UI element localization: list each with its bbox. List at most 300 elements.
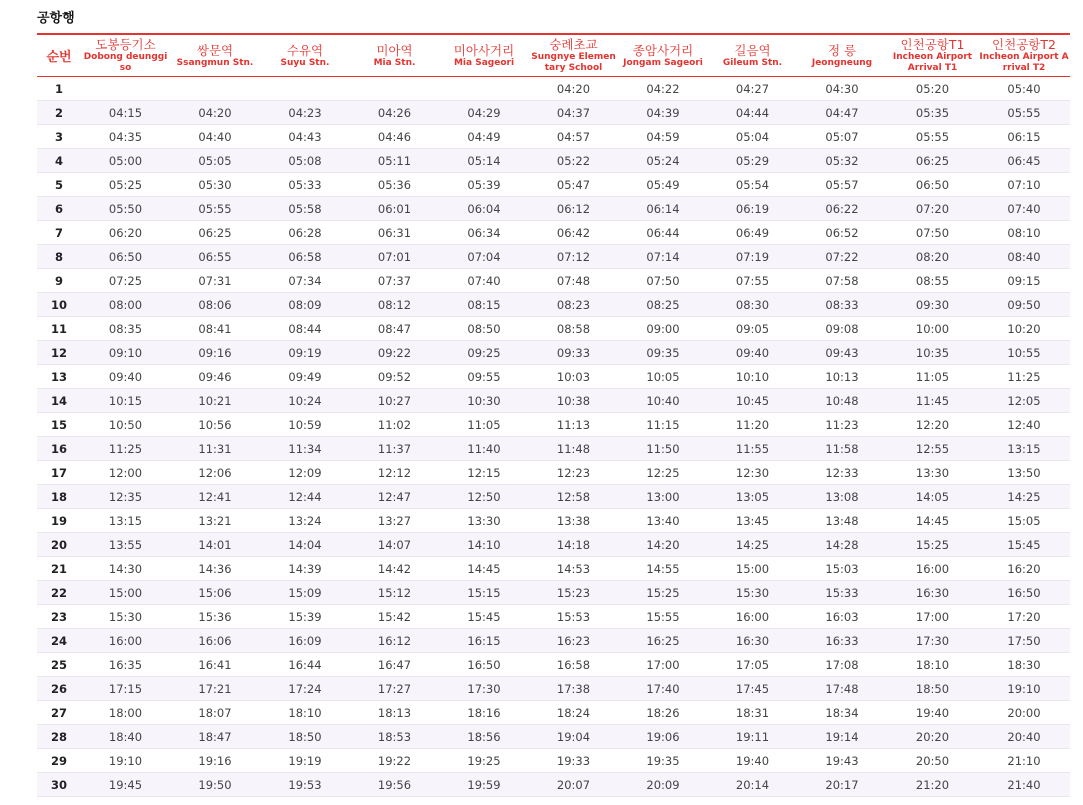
departure-time: 08:33: [797, 293, 887, 317]
departure-time: 07:14: [618, 245, 708, 269]
departure-time: 06:55: [170, 245, 260, 269]
departure-time: 13:55: [81, 533, 170, 557]
table-row: [37, 413, 1070, 437]
departure-time: [170, 77, 260, 101]
stop-name-korean: 수유역: [286, 42, 324, 58]
departure-time: 06:52: [797, 221, 887, 245]
departure-time: 12:00: [81, 461, 170, 485]
departure-time: 06:50: [887, 173, 978, 197]
departure-time: 05:50: [81, 197, 170, 221]
departure-time: 14:45: [439, 557, 529, 581]
departure-time: 05:33: [260, 173, 350, 197]
departure-time: 09:40: [708, 341, 797, 365]
departure-time: 18:31: [708, 701, 797, 725]
table-row: [37, 533, 1070, 557]
departure-time: 05:22: [529, 149, 618, 173]
departure-time: 18:10: [260, 701, 350, 725]
departure-time: 07:34: [260, 269, 350, 293]
column-header-stop: [260, 34, 350, 77]
departure-time: 17:30: [439, 677, 529, 701]
departure-time: 15:00: [81, 581, 170, 605]
departure-time: 10:27: [350, 389, 439, 413]
departure-time: 13:30: [439, 509, 529, 533]
departure-time: 21:20: [887, 773, 978, 797]
stop-name-english: Jeongneung: [811, 57, 873, 68]
row-number: 11: [37, 317, 81, 341]
departure-time: 05:05: [170, 149, 260, 173]
departure-time: 17:38: [529, 677, 618, 701]
stop-name-english: Incheon Airport Arrival T2: [979, 52, 1069, 73]
departure-time: 19:14: [797, 725, 887, 749]
departure-time: 06:28: [260, 221, 350, 245]
departure-time: 16:06: [170, 629, 260, 653]
table-row: [37, 221, 1070, 245]
row-number: 20: [37, 533, 81, 557]
departure-time: 10:55: [978, 341, 1070, 365]
departure-time: 19:16: [170, 749, 260, 773]
departure-time: 11:23: [797, 413, 887, 437]
departure-time: 19:53: [260, 773, 350, 797]
departure-time: 06:04: [439, 197, 529, 221]
departure-time: 12:23: [529, 461, 618, 485]
departure-time: 04:23: [260, 101, 350, 125]
column-header-stop: [708, 34, 797, 77]
stop-name-korean: 쌍문역: [196, 42, 234, 58]
departure-time: 18:40: [81, 725, 170, 749]
departure-time: 13:45: [708, 509, 797, 533]
departure-time: 17:00: [618, 653, 708, 677]
departure-time: 07:40: [439, 269, 529, 293]
row-number: 9: [37, 269, 81, 293]
departure-time: 11:34: [260, 437, 350, 461]
departure-time: 04:46: [350, 125, 439, 149]
departure-time: 11:37: [350, 437, 439, 461]
departure-time: 09:19: [260, 341, 350, 365]
departure-time: 10:03: [529, 365, 618, 389]
departure-time: 16:41: [170, 653, 260, 677]
departure-time: 17:20: [978, 605, 1070, 629]
departure-time: 11:31: [170, 437, 260, 461]
departure-time: 19:50: [170, 773, 260, 797]
page-title: 공항행: [37, 11, 75, 26]
column-header-stop: [350, 34, 439, 77]
stop-name-korean: 인천공항T2: [992, 37, 1056, 52]
departure-time: 15:30: [81, 605, 170, 629]
departure-time: 08:10: [978, 221, 1070, 245]
departure-time: 09:50: [978, 293, 1070, 317]
departure-time: 13:30: [887, 461, 978, 485]
departure-time: 15:55: [618, 605, 708, 629]
departure-time: 16:30: [708, 629, 797, 653]
column-header-stop: [978, 34, 1070, 77]
row-number: 14: [37, 389, 81, 413]
departure-time: 19:35: [618, 749, 708, 773]
departure-time: 09:30: [887, 293, 978, 317]
row-number: 3: [37, 125, 81, 149]
table-row: [37, 269, 1070, 293]
departure-time: 16:47: [350, 653, 439, 677]
departure-time: 17:24: [260, 677, 350, 701]
row-number: 1: [37, 77, 81, 101]
departure-time: 13:08: [797, 485, 887, 509]
departure-time: 06:14: [618, 197, 708, 221]
departure-time: 12:25: [618, 461, 708, 485]
table-row: [37, 341, 1070, 365]
row-number: 8: [37, 245, 81, 269]
departure-time: 11:20: [708, 413, 797, 437]
stop-name-english: Mia Sageori: [453, 57, 515, 68]
departure-time: 09:25: [439, 341, 529, 365]
row-number: 19: [37, 509, 81, 533]
stop-name-korean: 도봉등기소: [95, 37, 156, 52]
departure-time: [260, 77, 350, 101]
departure-time: 07:48: [529, 269, 618, 293]
departure-time: 10:20: [978, 317, 1070, 341]
departure-time: 21:40: [978, 773, 1070, 797]
departure-time: 11:05: [439, 413, 529, 437]
stop-name-english: Sungnye Elementary School: [531, 52, 616, 73]
stop-name-english: Gileum Stn.: [722, 57, 783, 68]
departure-time: 07:40: [978, 197, 1070, 221]
departure-time: 15:25: [887, 533, 978, 557]
departure-time: 05:57: [797, 173, 887, 197]
column-header-stop: [618, 34, 708, 77]
departure-time: 19:59: [439, 773, 529, 797]
departure-time: 16:58: [529, 653, 618, 677]
departure-time: 12:44: [260, 485, 350, 509]
table-row: [37, 245, 1070, 269]
row-number: 30: [37, 773, 81, 797]
departure-time: 06:42: [529, 221, 618, 245]
row-number: 16: [37, 437, 81, 461]
stop-name-korean: 종암사거리: [632, 42, 694, 58]
departure-time: 19:04: [529, 725, 618, 749]
departure-time: 06:22: [797, 197, 887, 221]
departure-time: 16:50: [439, 653, 529, 677]
departure-time: 12:30: [708, 461, 797, 485]
row-number: 5: [37, 173, 81, 197]
departure-time: 06:31: [350, 221, 439, 245]
departure-time: 04:43: [260, 125, 350, 149]
departure-time: 16:33: [797, 629, 887, 653]
departure-time: 17:40: [618, 677, 708, 701]
table-row: [37, 749, 1070, 773]
departure-time: 12:40: [978, 413, 1070, 437]
departure-time: 13:24: [260, 509, 350, 533]
departure-time: 09:10: [81, 341, 170, 365]
row-number: 13: [37, 365, 81, 389]
departure-time: 16:23: [529, 629, 618, 653]
departure-time: 17:48: [797, 677, 887, 701]
row-number: 12: [37, 341, 81, 365]
departure-time: 19:40: [708, 749, 797, 773]
departure-time: 19:43: [797, 749, 887, 773]
stop-name-korean: 미아역: [376, 42, 413, 58]
departure-time: 09:40: [81, 365, 170, 389]
table-row: [37, 773, 1070, 797]
table-row: [37, 125, 1070, 149]
departure-time: 04:47: [797, 101, 887, 125]
departure-time: 07:37: [350, 269, 439, 293]
departure-time: 04:37: [529, 101, 618, 125]
departure-time: 08:06: [170, 293, 260, 317]
timetable: [37, 33, 1070, 797]
departure-time: 05:11: [350, 149, 439, 173]
table-row: [37, 173, 1070, 197]
row-number: 17: [37, 461, 81, 485]
departure-time: 07:50: [887, 221, 978, 245]
departure-time: 05:40: [978, 77, 1070, 101]
departure-time: 18:13: [350, 701, 439, 725]
departure-time: 13:21: [170, 509, 260, 533]
departure-time: 18:10: [887, 653, 978, 677]
departure-time: 19:10: [81, 749, 170, 773]
departure-time: 12:20: [887, 413, 978, 437]
departure-time: 05:00: [81, 149, 170, 173]
row-number: 18: [37, 485, 81, 509]
departure-time: 18:24: [529, 701, 618, 725]
departure-time: 13:27: [350, 509, 439, 533]
departure-time: 09:55: [439, 365, 529, 389]
column-header-stop: [81, 34, 170, 77]
departure-time: 06:34: [439, 221, 529, 245]
departure-time: 15:45: [439, 605, 529, 629]
departure-time: 14:04: [260, 533, 350, 557]
departure-time: 05:55: [978, 101, 1070, 125]
departure-time: 15:23: [529, 581, 618, 605]
departure-time: [81, 77, 170, 101]
departure-time: 10:45: [708, 389, 797, 413]
departure-time: 15:53: [529, 605, 618, 629]
departure-time: 15:00: [708, 557, 797, 581]
departure-time: 07:58: [797, 269, 887, 293]
departure-time: 12:09: [260, 461, 350, 485]
departure-time: 14:39: [260, 557, 350, 581]
departure-time: 08:40: [978, 245, 1070, 269]
departure-time: 11:45: [887, 389, 978, 413]
departure-time: 13:00: [618, 485, 708, 509]
departure-time: 09:33: [529, 341, 618, 365]
table-row: [37, 389, 1070, 413]
departure-time: 17:30: [887, 629, 978, 653]
departure-time: 04:26: [350, 101, 439, 125]
departure-time: 12:15: [439, 461, 529, 485]
stop-name-english: Incheon Airport Arrival T1: [892, 52, 973, 73]
departure-time: 09:16: [170, 341, 260, 365]
departure-time: 05:08: [260, 149, 350, 173]
departure-time: 05:20: [887, 77, 978, 101]
departure-time: 06:50: [81, 245, 170, 269]
departure-time: 08:30: [708, 293, 797, 317]
departure-time: 16:03: [797, 605, 887, 629]
departure-time: 09:15: [978, 269, 1070, 293]
departure-time: 15:03: [797, 557, 887, 581]
departure-time: 04:59: [618, 125, 708, 149]
departure-time: 09:49: [260, 365, 350, 389]
row-number: 25: [37, 653, 81, 677]
timetable-section: [37, 8, 1070, 797]
departure-time: 06:58: [260, 245, 350, 269]
departure-time: 10:35: [887, 341, 978, 365]
stop-name-korean: 숭례초교: [549, 37, 598, 52]
departure-time: 12:12: [350, 461, 439, 485]
departure-time: 08:09: [260, 293, 350, 317]
departure-time: 18:50: [260, 725, 350, 749]
column-header-stop: [797, 34, 887, 77]
departure-time: 07:22: [797, 245, 887, 269]
table-row: [37, 581, 1070, 605]
departure-time: 14:53: [529, 557, 618, 581]
row-number: 15: [37, 413, 81, 437]
departure-time: 14:01: [170, 533, 260, 557]
departure-time: 17:27: [350, 677, 439, 701]
departure-time: 14:20: [618, 533, 708, 557]
departure-time: 11:55: [708, 437, 797, 461]
departure-time: 18:53: [350, 725, 439, 749]
departure-time: 10:48: [797, 389, 887, 413]
departure-time: 04:29: [439, 101, 529, 125]
departure-time: 12:05: [978, 389, 1070, 413]
departure-time: 07:10: [978, 173, 1070, 197]
departure-time: 08:55: [887, 269, 978, 293]
departure-time: 15:39: [260, 605, 350, 629]
row-number: 4: [37, 149, 81, 173]
table-row: [37, 725, 1070, 749]
departure-time: 19:06: [618, 725, 708, 749]
departure-time: 12:06: [170, 461, 260, 485]
departure-time: 07:12: [529, 245, 618, 269]
departure-time: 14:25: [708, 533, 797, 557]
departure-time: 07:31: [170, 269, 260, 293]
departure-time: 14:18: [529, 533, 618, 557]
departure-time: 09:00: [618, 317, 708, 341]
departure-time: 09:22: [350, 341, 439, 365]
departure-time: 09:05: [708, 317, 797, 341]
departure-time: 16:25: [618, 629, 708, 653]
departure-time: 18:30: [978, 653, 1070, 677]
departure-time: 08:47: [350, 317, 439, 341]
departure-time: 16:09: [260, 629, 350, 653]
departure-time: 06:44: [618, 221, 708, 245]
departure-time: 08:20: [887, 245, 978, 269]
departure-time: 19:56: [350, 773, 439, 797]
row-number: 26: [37, 677, 81, 701]
departure-time: 15:05: [978, 509, 1070, 533]
departure-time: 12:50: [439, 485, 529, 509]
departure-time: 13:38: [529, 509, 618, 533]
departure-time: 10:13: [797, 365, 887, 389]
table-row: [37, 629, 1070, 653]
departure-time: 15:33: [797, 581, 887, 605]
departure-time: 10:00: [887, 317, 978, 341]
row-number: 28: [37, 725, 81, 749]
departure-time: 10:38: [529, 389, 618, 413]
departure-time: 16:15: [439, 629, 529, 653]
departure-time: 07:19: [708, 245, 797, 269]
departure-time: 16:00: [887, 557, 978, 581]
row-number: 22: [37, 581, 81, 605]
row-number: 23: [37, 605, 81, 629]
departure-time: 04:15: [81, 101, 170, 125]
departure-time: 08:58: [529, 317, 618, 341]
departure-time: 10:24: [260, 389, 350, 413]
departure-time: 15:30: [708, 581, 797, 605]
departure-time: 05:58: [260, 197, 350, 221]
departure-time: 11:13: [529, 413, 618, 437]
departure-time: 19:45: [81, 773, 170, 797]
table-row: [37, 149, 1070, 173]
departure-time: 18:16: [439, 701, 529, 725]
departure-time: 14:05: [887, 485, 978, 509]
departure-time: 04:20: [529, 77, 618, 101]
departure-time: 04:40: [170, 125, 260, 149]
departure-time: 17:50: [978, 629, 1070, 653]
table-row: [37, 437, 1070, 461]
departure-time: 15:12: [350, 581, 439, 605]
departure-time: 16:44: [260, 653, 350, 677]
departure-time: 11:02: [350, 413, 439, 437]
departure-time: 10:15: [81, 389, 170, 413]
departure-time: 08:25: [618, 293, 708, 317]
departure-time: 04:20: [170, 101, 260, 125]
departure-time: 10:59: [260, 413, 350, 437]
departure-time: 11:05: [887, 365, 978, 389]
departure-time: 16:00: [81, 629, 170, 653]
departure-time: 11:25: [978, 365, 1070, 389]
departure-time: 06:19: [708, 197, 797, 221]
departure-time: 05:24: [618, 149, 708, 173]
table-row: [37, 365, 1070, 389]
row-number: 6: [37, 197, 81, 221]
departure-time: 07:55: [708, 269, 797, 293]
departure-time: 18:26: [618, 701, 708, 725]
departure-time: 16:50: [978, 581, 1070, 605]
table-row: [37, 317, 1070, 341]
table-row: [37, 701, 1070, 725]
departure-time: 15:42: [350, 605, 439, 629]
departure-time: 20:20: [887, 725, 978, 749]
departure-time: 18:00: [81, 701, 170, 725]
departure-time: 18:50: [887, 677, 978, 701]
stop-name-korean: 정 릉: [827, 42, 857, 58]
departure-time: 14:07: [350, 533, 439, 557]
stop-name-english: Suyu Stn.: [280, 57, 330, 68]
stop-name-korean: 미아사거리: [453, 42, 515, 58]
departure-time: 06:49: [708, 221, 797, 245]
departure-time: 12:35: [81, 485, 170, 509]
departure-time: 04:22: [618, 77, 708, 101]
departure-time: 06:20: [81, 221, 170, 245]
departure-time: 07:04: [439, 245, 529, 269]
departure-time: 05:32: [797, 149, 887, 173]
departure-time: 08:50: [439, 317, 529, 341]
departure-time: 18:47: [170, 725, 260, 749]
departure-time: 05:49: [618, 173, 708, 197]
departure-time: 05:04: [708, 125, 797, 149]
departure-time: 14:42: [350, 557, 439, 581]
departure-time: 17:21: [170, 677, 260, 701]
departure-time: 04:44: [708, 101, 797, 125]
row-number: 24: [37, 629, 81, 653]
departure-time: 08:23: [529, 293, 618, 317]
departure-time: [439, 77, 529, 101]
departure-time: 11:15: [618, 413, 708, 437]
table-row: [37, 461, 1070, 485]
row-number: 27: [37, 701, 81, 725]
departure-time: 14:25: [978, 485, 1070, 509]
stop-name-english: Jongam Sageori: [623, 57, 703, 68]
departure-time: 20:09: [618, 773, 708, 797]
